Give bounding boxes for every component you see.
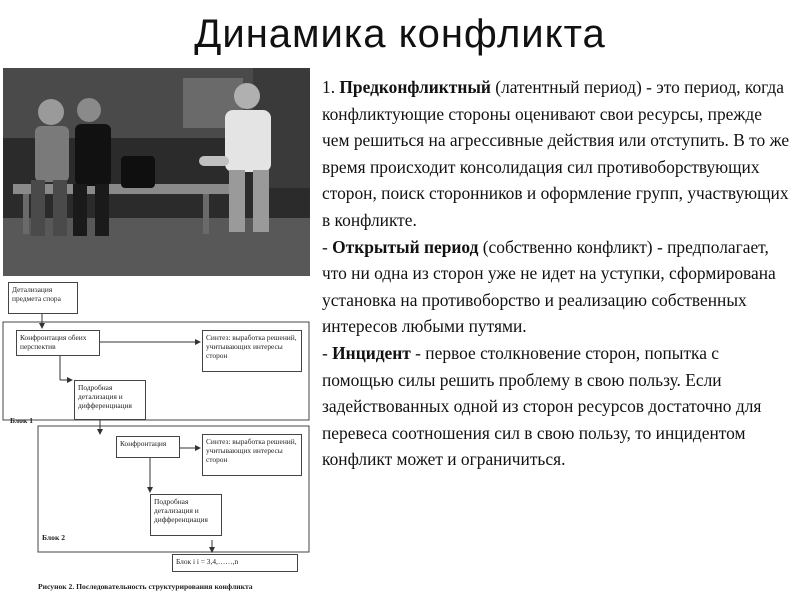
paragraph-text: - первое столкновение сторон, попытка с помощью силы решить проблему в свою пользу. Если задействованных одной из сторон ресурсов достаточно для перевеса соотношения сил в свою пользу, то инцидентом конфликт может и ограничиться.: [322, 342, 762, 470]
paragraph-prefix: -: [322, 342, 333, 363]
box-detail-diff-1: Подробная детализация и дифференциация: [74, 380, 146, 420]
term-latent: Предконфликтный: [339, 77, 491, 97]
paragraph-prefix: -: [322, 236, 333, 257]
box-confront-both: Конфронтация обеих перспектив: [16, 330, 100, 356]
term-incident: Инцидент: [332, 342, 411, 363]
paragraph-incident: [322, 340, 792, 473]
box-block-i: Блок i i = 3,4,……,n: [172, 554, 298, 572]
paragraph-open: [322, 234, 792, 340]
box-synthesis-2: Синтез: выработка решений, учитывающих интересы сторон: [202, 434, 302, 476]
block-1-label: Блок 1: [10, 416, 34, 425]
box-detail-subject: Детализация предмета спора: [8, 282, 78, 314]
paragraph-text: (собственно конфликт) - предполагает, что ни одна из сторон уже не идет на уступки, сформирована установка на противоборство и реализацию собственных интересов любыми путями.: [322, 236, 776, 337]
photo-people-on-bench-icon: [3, 68, 310, 276]
page-title: Динамика конфликта: [194, 12, 606, 56]
box-confront: Конфронтация: [116, 436, 180, 458]
term-open: Открытый период: [332, 236, 479, 257]
diagram-caption: Рисунок 2. Последовательность структурирования конфликта: [38, 582, 253, 591]
box-synthesis-1: Синтез: выработка решений, учитывающих интересы сторон: [202, 330, 302, 372]
box-detail-diff-2: Подробная детализация и дифференциация: [150, 494, 222, 536]
block-2-label: Блок 2: [42, 533, 66, 542]
paragraph-latent: [322, 74, 792, 234]
paragraph-text: (латентный период) - это период, когда конфликтующие стороны оценивают свои ресурсы, прежде чем решиться на агрессивные действия или отступить. В то же время происходит консолидация сил противоборствующих сторон, поиск сторонников и оформление групп, участвующих в конфликте.: [322, 77, 790, 230]
body-text: [322, 74, 792, 473]
photo-image: [3, 68, 310, 276]
paragraph-prefix: 1.: [322, 77, 340, 97]
structuring-diagram: [0, 276, 315, 600]
